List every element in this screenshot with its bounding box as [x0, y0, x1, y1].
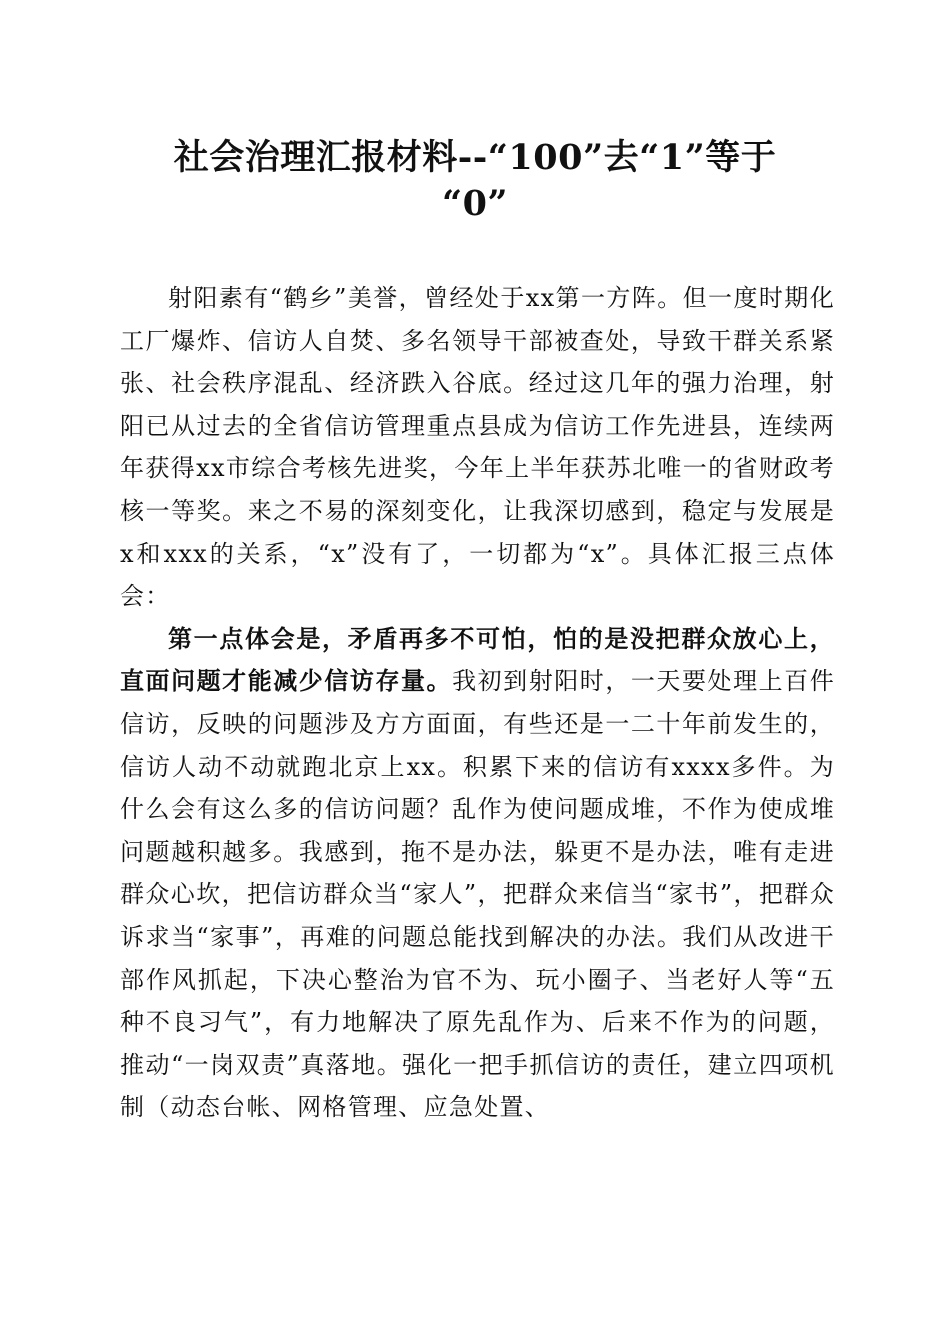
title-line-1: 社会治理汇报材料--“100”去“1”等于: [173, 137, 777, 178]
paragraph-point-one-body: 我初到射阳时，一天要处理上百件信访，反映的问题涉及方方面面，有些还是一二十年前发生的，信访人动不动就跑北京上xx。积累下来的信访有xxxx多件。为什么会有这么多的信访问题？乱作为使问题成堆，不作为使成堆问题越积越多。我感到，拖不是办法，躲更不是办法，唯有走进群众心坎，把信访群众当“家人”，把群众来信当“家书”，把群众诉求当“家事”，再难的问题总能找到解决的办法。我们从改进干部作风抓起，下决心整治为官不为、玩小圈子、当老好人等“五种不良习气”，有力地解决了原先乱作为、后来不作为的问题，推动“一岗双责”真落地。强化一把手抓信访的责任，建立四项机制（动态台帐、网格管理、应急处置、: [120, 667, 835, 1122]
document-body: [120, 277, 835, 1129]
paragraph-point-one-lead: 第一点体会是，矛盾再多不可怕，怕的是没把群众放心上，直面问题才能减少信访存量。: [120, 623, 835, 696]
title-line-2: “0”: [441, 183, 509, 224]
paragraph-point-one: [120, 618, 835, 1129]
paragraph-intro: 射阳素有“鹤乡”美誉，曾经处于xx第一方阵。但一度时期化工厂爆炸、信访人自焚、多名领导干部被查处，导致干群关系紧张、社会秩序混乱、经济跌入谷底。经过这几年的强力治理，射阳已从过去的全省信访管理重点县成为信访工作先进县，连续两年获得xx市综合考核先进奖，今年上半年获苏北唯一的省财政考核一等奖。来之不易的深刻变化，让我深切感到，稳定与发展是x和xxx的关系，“x”没有了，一切都为“x”。具体汇报三点体会：: [120, 284, 835, 611]
document-title: [100, 135, 850, 227]
